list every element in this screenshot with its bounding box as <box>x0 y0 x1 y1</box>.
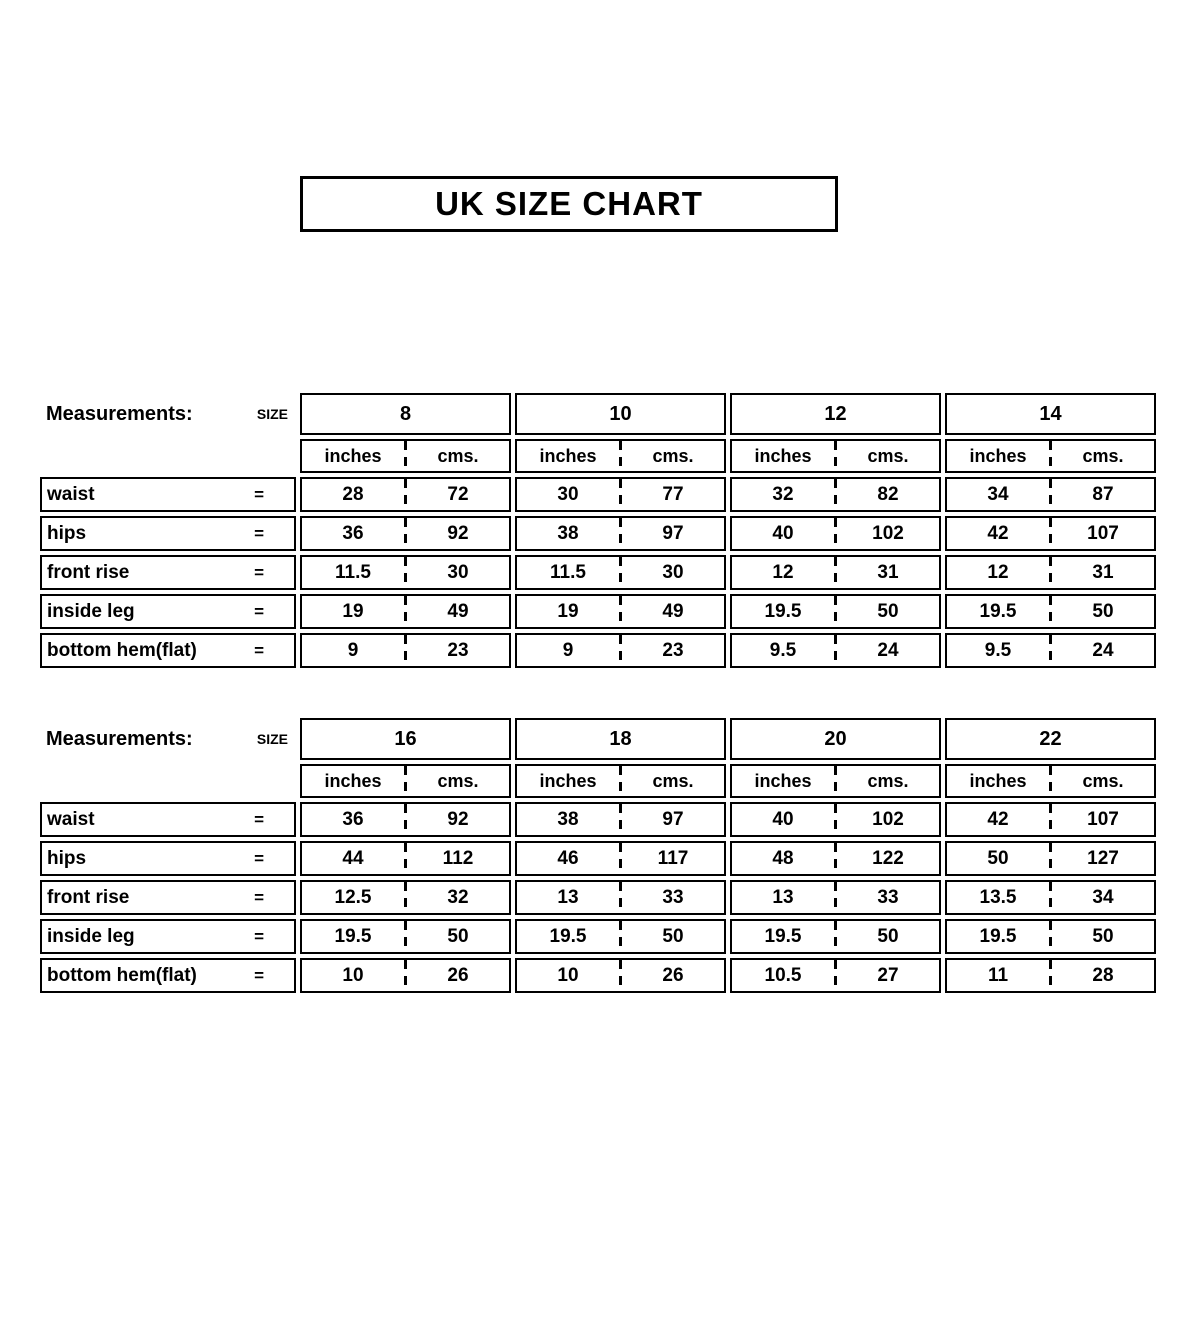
row-label: waist <box>47 483 95 505</box>
inches-value: 32 <box>772 483 794 505</box>
value-pair-cell <box>515 880 726 915</box>
size-header: 22 <box>945 718 1156 760</box>
inches-value: 36 <box>342 808 364 830</box>
inches-value: 9.5 <box>769 639 797 661</box>
inches-value: 13 <box>772 886 794 908</box>
value-pair-cell <box>300 841 511 876</box>
inches-value: 46 <box>557 847 579 869</box>
units-header-cell <box>945 764 1156 798</box>
inches-value: 19.5 <box>979 600 1017 622</box>
value-pair-cell <box>300 880 511 915</box>
row-label: inside leg <box>47 600 135 622</box>
cms-value: 31 <box>1092 561 1114 583</box>
row-label: front rise <box>47 886 130 908</box>
cms-value: 50 <box>1092 600 1114 622</box>
value-pair-cell <box>300 958 511 993</box>
cms-value: 26 <box>447 964 469 986</box>
inches-value: 42 <box>987 522 1009 544</box>
inches-value: 34 <box>987 483 1009 505</box>
cms-value: 24 <box>877 639 899 661</box>
cms-value: 97 <box>662 808 684 830</box>
size-header: 8 <box>300 393 511 435</box>
measurement-row-label-cell <box>40 802 296 837</box>
equals-sign: = <box>254 484 264 504</box>
size-header: 16 <box>300 718 511 760</box>
inches-value: 50 <box>987 847 1009 869</box>
cms-value: 127 <box>1087 847 1119 869</box>
inches-value: 19.5 <box>334 925 372 947</box>
unit-label-inches: inches <box>539 770 597 791</box>
inches-value: 13 <box>557 886 579 908</box>
value-pair-cell <box>730 516 941 551</box>
cms-value: 27 <box>877 964 899 986</box>
units-header-cell <box>515 439 726 473</box>
inches-value: 19.5 <box>549 925 587 947</box>
inches-value: 12 <box>772 561 794 583</box>
size-header: 18 <box>515 718 726 760</box>
units-header-cell <box>730 764 941 798</box>
value-pair-cell <box>730 841 941 876</box>
measurements-header-cell <box>40 718 296 760</box>
value-pair-cell <box>730 594 941 629</box>
inches-value: 11.5 <box>335 561 371 583</box>
cms-value: 31 <box>877 561 899 583</box>
inches-value: 42 <box>987 808 1009 830</box>
cms-value: 50 <box>447 925 469 947</box>
value-pair-cell <box>515 516 726 551</box>
equals-sign: = <box>254 926 264 946</box>
row-label: hips <box>47 522 87 544</box>
inches-value: 48 <box>772 847 794 869</box>
cms-value: 107 <box>1087 808 1119 830</box>
measurements-header-cell <box>40 393 296 435</box>
unit-label-cms: cms. <box>437 445 479 466</box>
cms-value: 26 <box>662 964 684 986</box>
value-pair-cell <box>945 841 1156 876</box>
unit-label-inches: inches <box>324 770 382 791</box>
row-label: front rise <box>47 561 130 583</box>
cms-value: 82 <box>877 483 899 505</box>
inches-value: 40 <box>772 522 794 544</box>
equals-sign: = <box>254 965 264 985</box>
cms-value: 122 <box>872 847 904 869</box>
value-pair-cell <box>945 919 1156 954</box>
units-header-cell <box>515 764 726 798</box>
row-label: waist <box>47 808 95 830</box>
cms-value: 72 <box>447 483 469 505</box>
equals-sign: = <box>254 562 264 582</box>
value-pair-cell <box>730 958 941 993</box>
measurement-row-label-cell <box>40 841 296 876</box>
size-table-1 <box>40 393 1156 668</box>
unit-label-cms: cms. <box>867 770 909 791</box>
inches-value: 11.5 <box>550 561 586 583</box>
units-header-cell <box>945 439 1156 473</box>
inches-value: 28 <box>342 483 364 505</box>
value-pair-cell <box>945 958 1156 993</box>
unit-label-cms: cms. <box>867 445 909 466</box>
value-pair-cell <box>300 633 511 668</box>
value-pair-cell <box>515 633 726 668</box>
inches-value: 12.5 <box>334 886 372 908</box>
cms-value: 32 <box>447 886 469 908</box>
measurement-row-label-cell <box>40 594 296 629</box>
inches-value: 9 <box>347 639 359 661</box>
inches-value: 19 <box>342 600 364 622</box>
value-pair-cell <box>945 477 1156 512</box>
equals-sign: = <box>254 601 264 621</box>
measurement-row-label-cell <box>40 477 296 512</box>
cms-value: 92 <box>447 808 469 830</box>
cms-value: 112 <box>442 847 474 869</box>
value-pair-cell <box>730 477 941 512</box>
units-header-cell <box>300 764 511 798</box>
row-label: hips <box>47 847 87 869</box>
header-spacer-cell <box>40 439 296 473</box>
cms-value: 77 <box>662 483 684 505</box>
unit-label-cms: cms. <box>652 770 694 791</box>
chart-title: UK SIZE CHART <box>435 185 703 222</box>
value-pair-cell <box>300 919 511 954</box>
unit-label-inches: inches <box>754 770 812 791</box>
inches-value: 44 <box>342 847 364 869</box>
value-pair-cell <box>945 802 1156 837</box>
equals-sign: = <box>254 523 264 543</box>
inches-value: 40 <box>772 808 794 830</box>
inches-value: 11 <box>987 964 1009 986</box>
size-header: 14 <box>945 393 1156 435</box>
unit-label-inches: inches <box>324 445 382 466</box>
measurement-row-label-cell <box>40 919 296 954</box>
row-label: bottom hem(flat) <box>47 964 197 986</box>
measurements-label: Measurements: <box>46 727 193 750</box>
inches-value: 19.5 <box>979 925 1017 947</box>
value-pair-cell <box>515 958 726 993</box>
size-column-label: SIZE <box>256 406 288 422</box>
size-header: 10 <box>515 393 726 435</box>
value-pair-cell <box>730 802 941 837</box>
cms-value: 50 <box>662 925 684 947</box>
value-pair-cell <box>730 880 941 915</box>
value-pair-cell <box>945 633 1156 668</box>
unit-label-cms: cms. <box>437 770 479 791</box>
equals-sign: = <box>254 887 264 907</box>
value-pair-cell <box>945 555 1156 590</box>
cms-value: 50 <box>1092 925 1114 947</box>
header-spacer-cell <box>40 764 296 798</box>
units-header-cell <box>300 439 511 473</box>
row-label: bottom hem(flat) <box>47 639 197 661</box>
measurement-row-label-cell <box>40 958 296 993</box>
cms-value: 34 <box>1092 886 1114 908</box>
inches-value: 12 <box>987 561 1009 583</box>
value-pair-cell <box>515 477 726 512</box>
value-pair-cell <box>300 477 511 512</box>
measurement-row-label-cell <box>40 555 296 590</box>
measurement-row-label-cell <box>40 633 296 668</box>
chart-title-box <box>300 176 838 232</box>
value-pair-cell <box>730 633 941 668</box>
inches-value: 13.5 <box>979 886 1017 908</box>
unit-label-inches: inches <box>969 770 1027 791</box>
cms-value: 24 <box>1092 639 1114 661</box>
cms-value: 23 <box>662 639 684 661</box>
unit-label-cms: cms. <box>652 445 694 466</box>
value-pair-cell <box>300 555 511 590</box>
value-pair-cell <box>730 919 941 954</box>
measurement-row-label-cell <box>40 516 296 551</box>
cms-value: 102 <box>872 808 904 830</box>
unit-label-cms: cms. <box>1082 770 1124 791</box>
cms-value: 50 <box>877 600 899 622</box>
cms-value: 33 <box>662 886 684 908</box>
value-pair-cell <box>945 880 1156 915</box>
cms-value: 28 <box>1092 964 1114 986</box>
unit-label-inches: inches <box>539 445 597 466</box>
value-pair-cell <box>300 802 511 837</box>
inches-value: 38 <box>557 522 579 544</box>
cms-value: 107 <box>1087 522 1119 544</box>
size-column-label: SIZE <box>256 731 288 747</box>
row-label: inside leg <box>47 925 135 947</box>
value-pair-cell <box>945 594 1156 629</box>
inches-value: 9 <box>562 639 574 661</box>
equals-sign: = <box>254 809 264 829</box>
equals-sign: = <box>254 640 264 660</box>
value-pair-cell <box>300 516 511 551</box>
inches-value: 19.5 <box>764 925 802 947</box>
size-header: 12 <box>730 393 941 435</box>
cms-value: 49 <box>447 600 469 622</box>
cms-value: 87 <box>1092 483 1114 505</box>
unit-label-cms: cms. <box>1082 445 1124 466</box>
value-pair-cell <box>945 516 1156 551</box>
value-pair-cell <box>730 555 941 590</box>
inches-value: 10.5 <box>764 964 802 986</box>
cms-value: 33 <box>877 886 899 908</box>
value-pair-cell <box>515 594 726 629</box>
cms-value: 102 <box>872 522 904 544</box>
cms-value: 117 <box>657 847 689 869</box>
inches-value: 30 <box>557 483 579 505</box>
cms-value: 97 <box>662 522 684 544</box>
cms-value: 30 <box>662 561 684 583</box>
unit-label-inches: inches <box>969 445 1027 466</box>
equals-sign: = <box>254 848 264 868</box>
value-pair-cell <box>515 841 726 876</box>
value-pair-cell <box>515 919 726 954</box>
unit-label-inches: inches <box>754 445 812 466</box>
inches-value: 36 <box>342 522 364 544</box>
units-header-cell <box>730 439 941 473</box>
inches-value: 19 <box>557 600 579 622</box>
value-pair-cell <box>515 802 726 837</box>
cms-value: 50 <box>877 925 899 947</box>
cms-value: 92 <box>447 522 469 544</box>
inches-value: 38 <box>557 808 579 830</box>
cms-value: 49 <box>662 600 684 622</box>
size-table-2 <box>40 718 1156 993</box>
cms-value: 23 <box>447 639 469 661</box>
inches-value: 19.5 <box>764 600 802 622</box>
size-header: 20 <box>730 718 941 760</box>
value-pair-cell <box>300 594 511 629</box>
value-pair-cell <box>515 555 726 590</box>
measurements-label: Measurements: <box>46 402 193 425</box>
measurement-row-label-cell <box>40 880 296 915</box>
inches-value: 10 <box>342 964 364 986</box>
inches-value: 10 <box>557 964 579 986</box>
inches-value: 9.5 <box>984 639 1012 661</box>
cms-value: 30 <box>447 561 469 583</box>
